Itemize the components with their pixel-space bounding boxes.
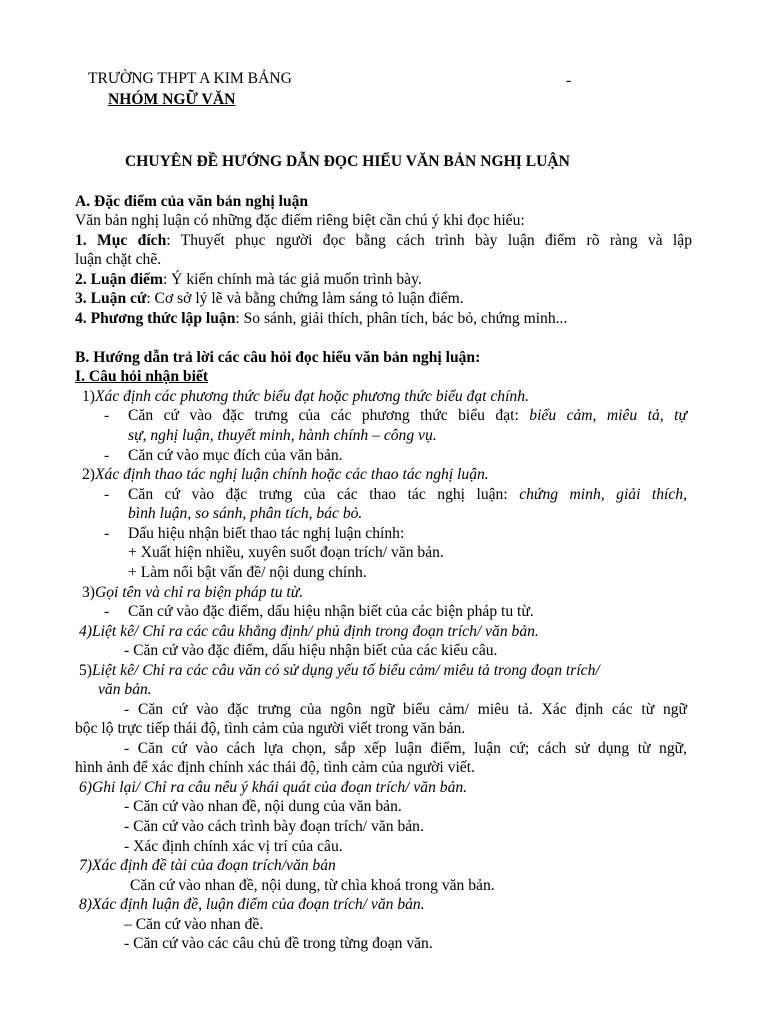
q5-bullet-2-cont: hình ảnh để xác định chính xác thái độ, tình cảm của người viết. [75, 759, 475, 776]
feature-text: : Cơ sở lý lẽ và bằng chứng làm sáng tỏ luận điểm. [146, 290, 464, 307]
question-3 [82, 583, 303, 602]
q5-bullet-2: - Căn cứ vào cách lựa chọn, sắp xếp luận điểm, luận cứ; cách sử dụng từ ngữ, [124, 740, 687, 757]
feature-text: : Thuyết phục người đọc bằng cách trình bày luận điểm rõ ràng và lập [166, 232, 692, 249]
feature-label: 2. Luận điểm [75, 271, 163, 288]
question-number: 2) [82, 466, 95, 483]
feature-text: : Ý kiến chính mà tác giả muốn trình bày. [162, 271, 422, 288]
question-text: Xác định luận đề, luận điểm của đoạn trích/ văn bản. [92, 896, 425, 913]
bullet: - [104, 447, 110, 464]
section-b-subheading: I. Câu hỏi nhận biết [75, 368, 209, 385]
header-dash: - [566, 72, 572, 89]
q2-bullet-1-cont: bình luận, so sánh, phân tích, bác bỏ. [128, 505, 363, 522]
q5-bullet-1: - Căn cứ vào đặc trưng của ngôn ngữ biểu cảm/ miêu tả. Xác định các từ ngữ [124, 701, 687, 718]
feature-text: : So sánh, giải thích, phân tích, bác bỏ, chứng minh... [235, 310, 568, 327]
group-name: NHÓM NGỮ VĂN [108, 91, 236, 108]
question-number: 1) [82, 388, 95, 405]
question-6 [79, 778, 467, 797]
question-text: Gọi tên và chỉ ra biện pháp tu từ. [95, 584, 304, 601]
q1-bullet-1 [128, 406, 687, 425]
q1-bullet-1-cont: sự, nghị luận, thuyết minh, hành chính – công vụ. [128, 427, 437, 444]
question-8 [79, 895, 425, 914]
bullet: - [104, 525, 110, 542]
q2-point-1: + Xuất hiện nhiều, xuyên suốt đoạn trích/ văn bản. [128, 544, 444, 561]
question-number: 7) [79, 857, 92, 874]
q4-bullet-1: - Căn cứ vào đặc điểm, dấu hiệu nhận biết của các kiểu câu. [124, 642, 498, 659]
bullet: - [104, 486, 110, 503]
bullet: - [104, 407, 110, 424]
section-a-intro: Văn bản nghị luận có những đặc điểm riêng biệt cần chú ý khi đọc hiểu: [75, 212, 525, 229]
bullet-text-italic: chứng minh, giải thích, [519, 486, 688, 503]
question-7 [79, 856, 336, 875]
question-number: 6) [79, 779, 92, 796]
question-number: 3) [82, 584, 95, 601]
q8-bullet-1: – Căn cứ vào nhan đề. [124, 916, 264, 933]
feature-label: 1. Mục đích [75, 232, 167, 249]
q6-bullet-3: - Xác định chính xác vị trí của câu. [124, 838, 343, 855]
question-text: Liệt kê/ Chỉ ra các câu văn có sử dụng yếu tố biểu cảm/ miêu tả trong đoạn trích/ [92, 662, 600, 679]
feature-item-evidence [75, 289, 464, 308]
question-text: Xác định thao tác nghị luận chính hoặc các thao tác nghị luận. [95, 466, 489, 483]
section-b-heading: B. Hướng dẫn trả lời các câu hỏi đọc hiểu văn bản nghị luận: [75, 349, 481, 366]
q2-bullet-1 [128, 485, 687, 504]
question-5 [79, 661, 600, 680]
q8-bullet-2: - Căn cứ vào các câu chủ đề trong từng đoạn văn. [124, 935, 433, 952]
question-2 [82, 465, 489, 484]
question-4 [79, 622, 539, 641]
question-text: Liệt kê/ Chỉ ra các câu khẳng định/ phủ định trong đoạn trích/ văn bản. [92, 623, 539, 640]
bullet: - [104, 603, 110, 620]
question-number: 4) [79, 623, 92, 640]
question-number: 5) [79, 662, 92, 679]
question-1 [82, 387, 529, 406]
q1-bullet-2: Căn cứ vào mục đích của văn bản. [128, 447, 343, 464]
q2-bullet-2: Dấu hiệu nhận biết thao tác nghị luận chính: [128, 525, 405, 542]
feature-item-method [75, 309, 567, 328]
q6-bullet-2: - Căn cứ vào cách trình bày đoạn trích/ văn bản. [124, 818, 424, 835]
feature-item-thesis [75, 270, 422, 289]
q6-bullet-1: - Căn cứ vào nhan đề, nội dung của văn bản. [124, 798, 402, 815]
q7-bullet-1: Căn cứ vào nhan đề, nội dung, từ chìa khoá trong văn bản. [130, 877, 495, 894]
bullet-text: Căn cứ vào đặc trưng của các thao tác nghị luận: [128, 486, 520, 503]
school-name: TRƯỜNG THPT A KIM BẢNG [88, 70, 292, 87]
feature-item-purpose [75, 231, 692, 250]
bullet-text: Căn cứ vào đặc trưng của các phương thức biểu đạt: [128, 407, 530, 424]
feature-label: 3. Luận cứ [75, 290, 147, 307]
question-text: Xác định các phương thức biểu đạt hoặc phương thức biểu đạt chính. [95, 388, 529, 405]
q5-bullet-1-cont: bộc lộ trực tiếp thái độ, tình cảm của người viết trong văn bản. [75, 720, 466, 737]
section-a-heading: A. Đặc điểm của văn bản nghị luận [75, 193, 309, 210]
q3-bullet-1: Căn cứ vào đặc điểm, dấu hiệu nhận biết của các biện pháp tu từ. [128, 603, 534, 620]
document-title: CHUYÊN ĐỀ HƯỚNG DẪN ĐỌC HIỂU VĂN BẢN NGHỊ LUẬN [125, 153, 570, 170]
feature-item-purpose-cont: luận chặt chẽ. [75, 251, 162, 268]
question-text: Ghi lại/ Chỉ ra câu nêu ý khái quát của đoạn trích/ văn bản. [92, 779, 468, 796]
bullet-text-italic: biểu cảm, miêu tả, tự [529, 407, 687, 424]
q2-point-2: + Làm nổi bật vấn đề/ nội dung chính. [128, 564, 367, 581]
question-5-cont: văn bản. [98, 681, 152, 698]
feature-label: 4. Phương thức lập luận [75, 310, 236, 327]
question-number: 8) [79, 896, 92, 913]
question-text: Xác định đề tài của đoạn trích/văn bản [92, 857, 336, 874]
